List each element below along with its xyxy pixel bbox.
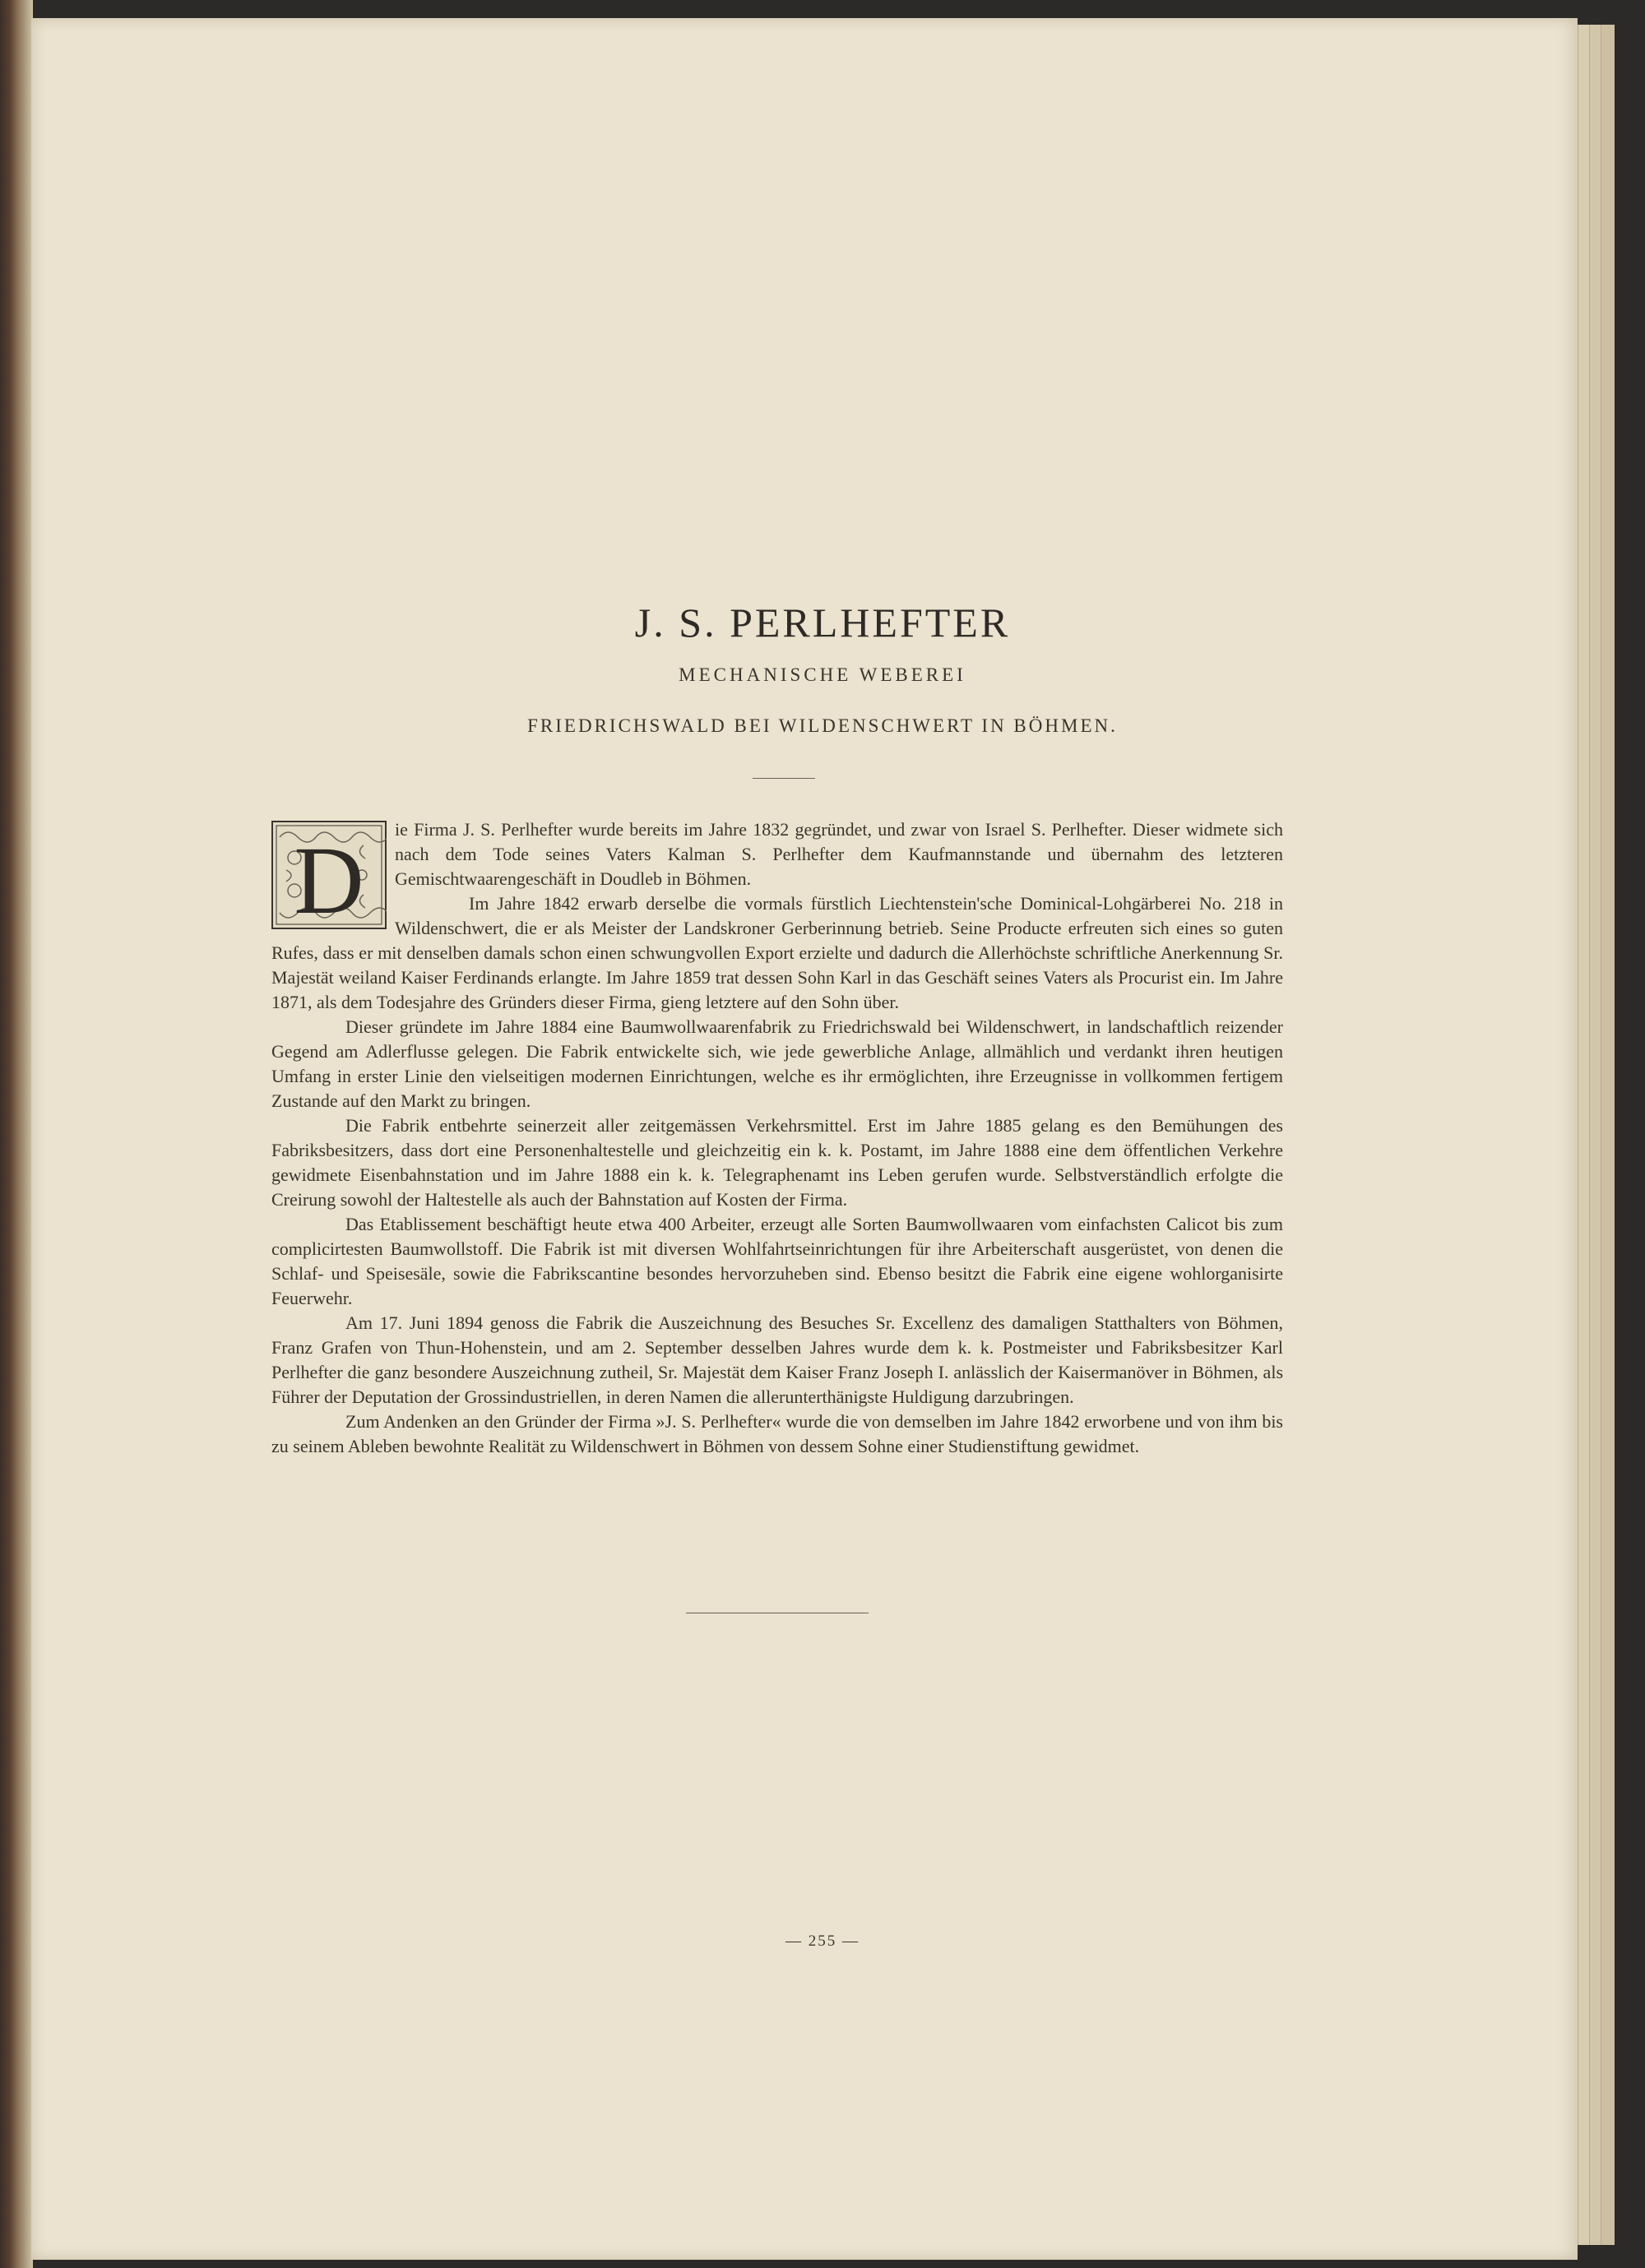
book-spine-edge bbox=[0, 0, 33, 2268]
page-stack-edge bbox=[1589, 25, 1601, 2245]
article-body bbox=[271, 817, 1283, 1459]
location-line: FRIEDRICHSWALD BEI WILDENSCHWERT IN BÖHMEN. bbox=[527, 715, 1118, 736]
paragraph: Das Etablissement beschäftigt heute etwa 400 Arbeiter, erzeugt alle Sorten Baumwollwaaren vom einfachsten Calicot bis zum complicirtesten Baumwollstoff. Die Fabrik ist mit diversen Wohlfahrtseinrichtungen für ihre Arbeiterschaft ausgerüstet, von denen die Schlaf- und Speisesäle, sowie die Fabrikscantine besondes hervorzuheben sind. Ebenso besitzt die Fabrik eine eigene wohlorganisirte Feuerwehr. bbox=[271, 1214, 1283, 1308]
title-divider bbox=[753, 778, 815, 779]
svg-text:D: D bbox=[294, 826, 364, 929]
paragraph: Zum Andenken an den Gründer der Firma »J. S. Perlhefter« wurde die von demselben im Jahre 1842 erworbene und von ihm bis zu seinem Ableben bewohnte Realität zu Wildenschwert in Böhmen von dessem Sohne einer Studienstiftung gewidmet. bbox=[271, 1411, 1283, 1456]
page-stack-edge bbox=[1601, 25, 1615, 2245]
page-stack-edge bbox=[1578, 25, 1590, 2245]
page-title: J. S. PERLHEFTER bbox=[634, 599, 1011, 646]
paragraph: Die Fabrik entbehrte seinerzeit aller zeitgemässen Verkehrsmittel. Erst im Jahre 1885 gelang es den Bemühungen des Fabriksbesitzers, dass dort eine Personenhaltestelle und gleichzeitig ein k. k. Postamt, im Jahre 1888 eine dem öffentlichen Verkehre gewidmete Eisenbahnstation und im Jahre 1888 ein k. k. Telegraphenamt ins Leben gerufen wurde. Selbstverständlich erfolgte die Creirung sowohl der Haltestelle als auch der Bahnstation auf Kosten der Firma. bbox=[271, 1115, 1283, 1210]
page-number: — 255 — bbox=[785, 1932, 860, 1950]
paragraph: Am 17. Juni 1894 genoss die Fabrik die Auszeichnung des Besuches Sr. Excellenz des damaligen Statthalters von Böhmen, Franz Grafen von Thun-Hohenstein, und am 2. September desselben Jahres wurde dem k. k. Postmeister und Fabriksbesitzer Karl Perlhefter die ganz besondere Auszeichnung zutheil, Sr. Majestät dem Kaiser Franz Joseph I. anlässlich der Kaisermanöver in Böhmen, als Führer der Deputation der Grossindustriellen, in deren Namen die allerunterthänigste Huldigung darzubringen. bbox=[271, 1312, 1283, 1407]
ornamental-initial-d-icon bbox=[271, 821, 387, 929]
paragraph: Im Jahre 1842 erwarb derselbe die vormals fürstlich Liechtenstein'sche Dominical-Lohgärberei No. 218 in Wildenschwert, die er als Meister der Landskroner Gerberinnung betrieb. Seine Producte erfreuten sich eines so guten Rufes, dass er mit denselben damals schon einen schwungvollen Export erzielte und dadurch die Allerhöchste schriftliche Anerkennung Sr. Majestät weiland Kaiser Ferdinands erlangte. Im Jahre 1859 trat dessen Sohn Karl in das Geschäft seines Vaters als Procurist ein. Im Jahre 1871, als dem Todesjahre des Gründers dieser Firma, gieng letztere auf den Sohn über. bbox=[271, 893, 1283, 1012]
paragraph: Dieser gründete im Jahre 1884 eine Baumwollwaarenfabrik zu Friedrichswald bei Wildenschwert, in landschaftlich reizender Gegend am Adlerflusse gelegen. Die Fabrik entwickelte sich, wie jede gewerbliche Anlage, allmählich und verdankt ihren heutigen Umfang in erster Linie den vielseitigen modernen Einrichtungen, welche es ihr ermöglichten, ihre Erzeugnisse in vollkommen fertigem Zustande auf den Markt zu bringen. bbox=[271, 1016, 1283, 1111]
paragraph: ie Firma J. S. Perlhefter wurde bereits im Jahre 1832 gegründet, und zwar von Israel S. Perlhefter. Dieser widmete sich nach dem Tode seines Vaters Kalman S. Perlhefter dem Kaufmannstande und übernahm des letzteren Gemischtwaarengeschäft in Doudleb in Böhmen. bbox=[395, 819, 1283, 889]
page-subtitle: MECHANISCHE WEBEREI bbox=[679, 664, 966, 685]
